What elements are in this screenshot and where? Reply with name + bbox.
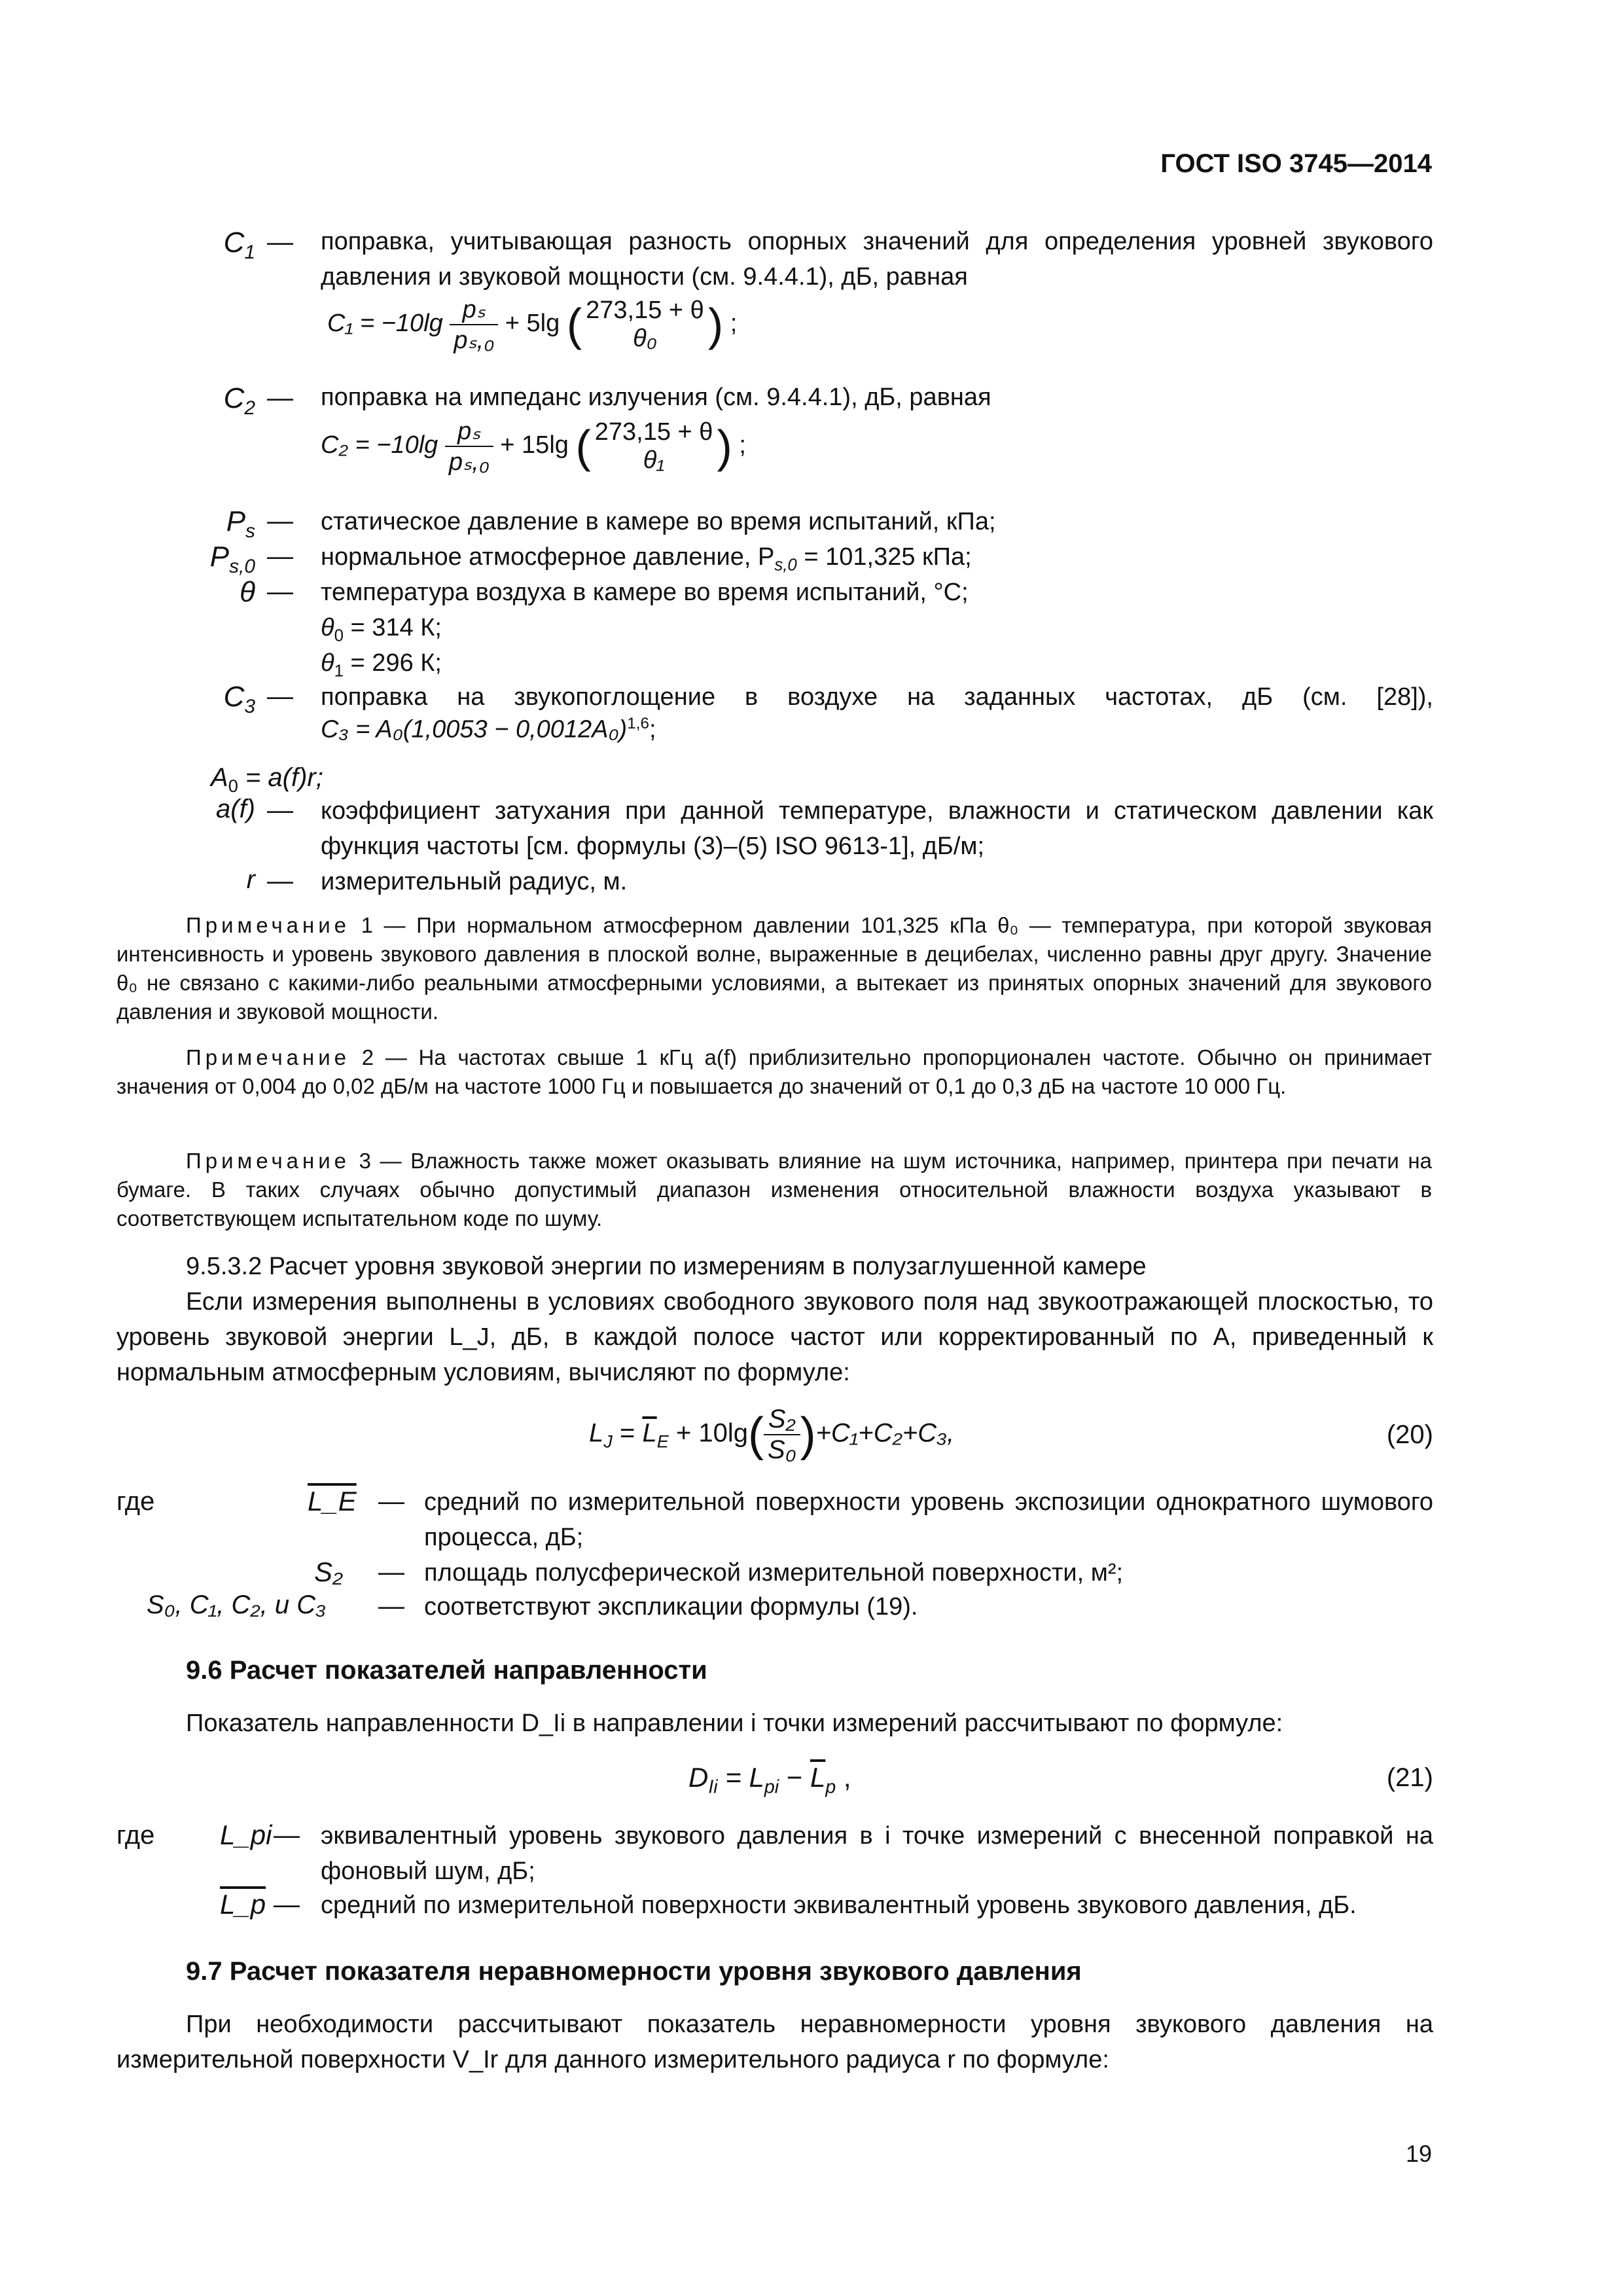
symbol-s2: S₂ [314, 1556, 344, 1587]
symbol-s0-c: S₀, C₁, C₂, и C₃ [147, 1590, 326, 1619]
dash: — [378, 1558, 404, 1587]
def-ps-text: статическое давление в камере во время испытаний, кПа; [321, 508, 996, 535]
dash: — [267, 228, 293, 257]
section-96-body: Показатель направленности D_Ii в направлении i точки измерений рассчитывают по формуле: [186, 1710, 1283, 1737]
section-97-title: 9.7 Расчет показателя неравномерности уровня звукового давления [186, 1957, 1082, 1986]
where-label: где [116, 1487, 155, 1516]
dash: — [274, 1890, 300, 1919]
def-lpi-text: эквивалентный уровень звукового давления в i точке измерений с внесенной поправкой на фоновый шум, дБ; [321, 1822, 1433, 1885]
def-theta-text: температура воздуха в камере во время испытаний, °С; [321, 579, 969, 606]
def-af-text: коэффициент затухания при данной температуре, влажности и статическом давлении как функция частоты [см. формулы (3)–(5) ISO 9613-1], дБ/м; [321, 797, 1433, 860]
dash: — [267, 682, 293, 711]
def-theta1: $\theta_1 = 296$ К; [321, 649, 442, 681]
dash: — [378, 1487, 404, 1516]
symbol-c1: $C_1$ [223, 226, 255, 263]
def-theta0: $\theta_0 = 314$ К; [321, 614, 442, 645]
dash: — [274, 1821, 300, 1850]
equation-number-20: (20) [1386, 1420, 1433, 1449]
dash: — [378, 1592, 404, 1621]
document-header: ГОСТ ISO 3745—2014 [1160, 149, 1432, 178]
def-c2-text: поправка на импеданс излучения (см. 9.4.4.1), дБ, равная [321, 384, 991, 411]
dash: — [267, 577, 293, 606]
dash: — [267, 507, 293, 535]
equation-number-21: (21) [1386, 1763, 1433, 1792]
formula-c2: C₂ = −10lg $\frac{\text{pₛ}}{\text{pₛ,₀}}$ + 15lg ( 273,15 + θ θ₁ ) ; [321, 418, 746, 476]
dash: — [267, 384, 293, 412]
symbol-ps: $P_s$ [226, 505, 255, 542]
section-96-title: 9.6 Расчет показателей направленности [186, 1656, 707, 1685]
def-c1-text: поправка, учитывающая разность опорных значений для определения уровней звукового давления и звуковой мощности (см. 9.4.4.1), дБ, равная [321, 228, 1433, 291]
symbol-theta: θ [240, 576, 255, 608]
def-s0-text: соответствуют экспликации формулы (19). [424, 1593, 918, 1621]
section-9532-body: Если измерения выполнены в условиях свободного звукового поля над звукоотражающей плоскостью, то уровень звуковой энергии L_J, дБ, в каждой полосе частот или корректированный по A, приведенный к нормальным атмосферным условиям, вычисляют по формуле: [116, 1288, 1433, 1386]
note-2: Примечание 2 — На частотах свыше 1 кГц a(f) приблизительно пропорционален частоте. Обычно он принимает значения от 0,004 до 0,02 дБ/м на частоте 1000 Гц и повышается до значений от 0,1 до 0,3 дБ на частоте 10 000 Гц. [116, 1045, 1432, 1098]
symbol-af: a(f) [216, 795, 255, 823]
symbol-r: r [246, 865, 255, 894]
def-s2-text: площадь полусферической измерительной поверхности, м²; [424, 1559, 1124, 1587]
symbol-lp: L_p [220, 1889, 266, 1920]
section-9532-title: 9.5.3.2 Расчет уровня звуковой энергии по измерениям в полузаглушенной камере [186, 1253, 1147, 1280]
formula-21: $D_{Ii} = L_{pi} - \overline{L}_p$ , [688, 1762, 851, 1798]
dash: — [267, 867, 293, 895]
note-1: Примечание 1 — При нормальном атмосферном давлении 101,325 кПа θ₀ — температура, при которой звуковая интенсивность и уровень звукового давления в плоской волне, выраженные в децибелах, численно равны друг другу. Значение θ₀ не связано с какими-либо реальными атмосферными условиями, а вытекает из принятых опорных значений для звукового давления и звуковой мощности. [116, 913, 1432, 1024]
dash: — [267, 542, 293, 571]
def-c3-text: поправка на звукопоглощение в воздухе на заданных частотах, дБ (см. [28]), [321, 683, 1433, 711]
symbol-le: L_E [308, 1486, 357, 1516]
dash: — [267, 796, 293, 825]
formula-c1: C₁ = −10lg $\frac{\text{pₛ}}{\text{pₛ,₀}}$ + 5lg ( 273,15 + θ θ₀ ) ; [327, 296, 738, 354]
formula-c3: $C_3 = A_0(1,0053 - 0,0012A_0)^{1,6}$; [321, 715, 656, 744]
def-le-text: средний по измерительной поверхности уровень экспозиции однократного шумового процесса, дБ; [424, 1488, 1433, 1551]
symbol-c3: $C_3$ [223, 681, 255, 717]
page-number: 19 [1405, 2140, 1432, 2167]
symbol-ps0: $P_{s,0}$ [209, 541, 255, 577]
def-lp-text: средний по измерительной поверхности эквивалентный уровень звукового давления, дБ. [321, 1892, 1357, 1919]
symbol-c2: $C_2$ [223, 382, 255, 419]
note-3: Примечание 3 — Влажность также может оказывать влияние на шум источника, например, принтера при печати на бумаге. В таких случаях обычно допустимый диапазон изменения относительной влажности воздуха указывают в соответствующем испытательном коде по шуму. [116, 1149, 1432, 1230]
symbol-lpi: L_pi [220, 1820, 272, 1850]
where-label: где [116, 1821, 155, 1850]
formula-20: $L_J = \overline{L}_E + 10\lg$( $\frac{\text{S₂}}{\text{S₀}}$ )+C₁+C₂+C₃, [589, 1405, 955, 1464]
def-a0: $A_0 = a(f)r$; [211, 763, 323, 796]
def-r-text: измерительный радиус, м. [321, 868, 628, 895]
def-ps0-text: нормальное атмосферное давление, $P_{s,0} = 101,325$ кПа; [321, 543, 972, 575]
section-97-body: При необходимости рассчитывают показатель неравномерности уровня звукового давления на измерительной поверхности V_Ir для данного измерительного радиуса r по формуле: [116, 2011, 1433, 2073]
